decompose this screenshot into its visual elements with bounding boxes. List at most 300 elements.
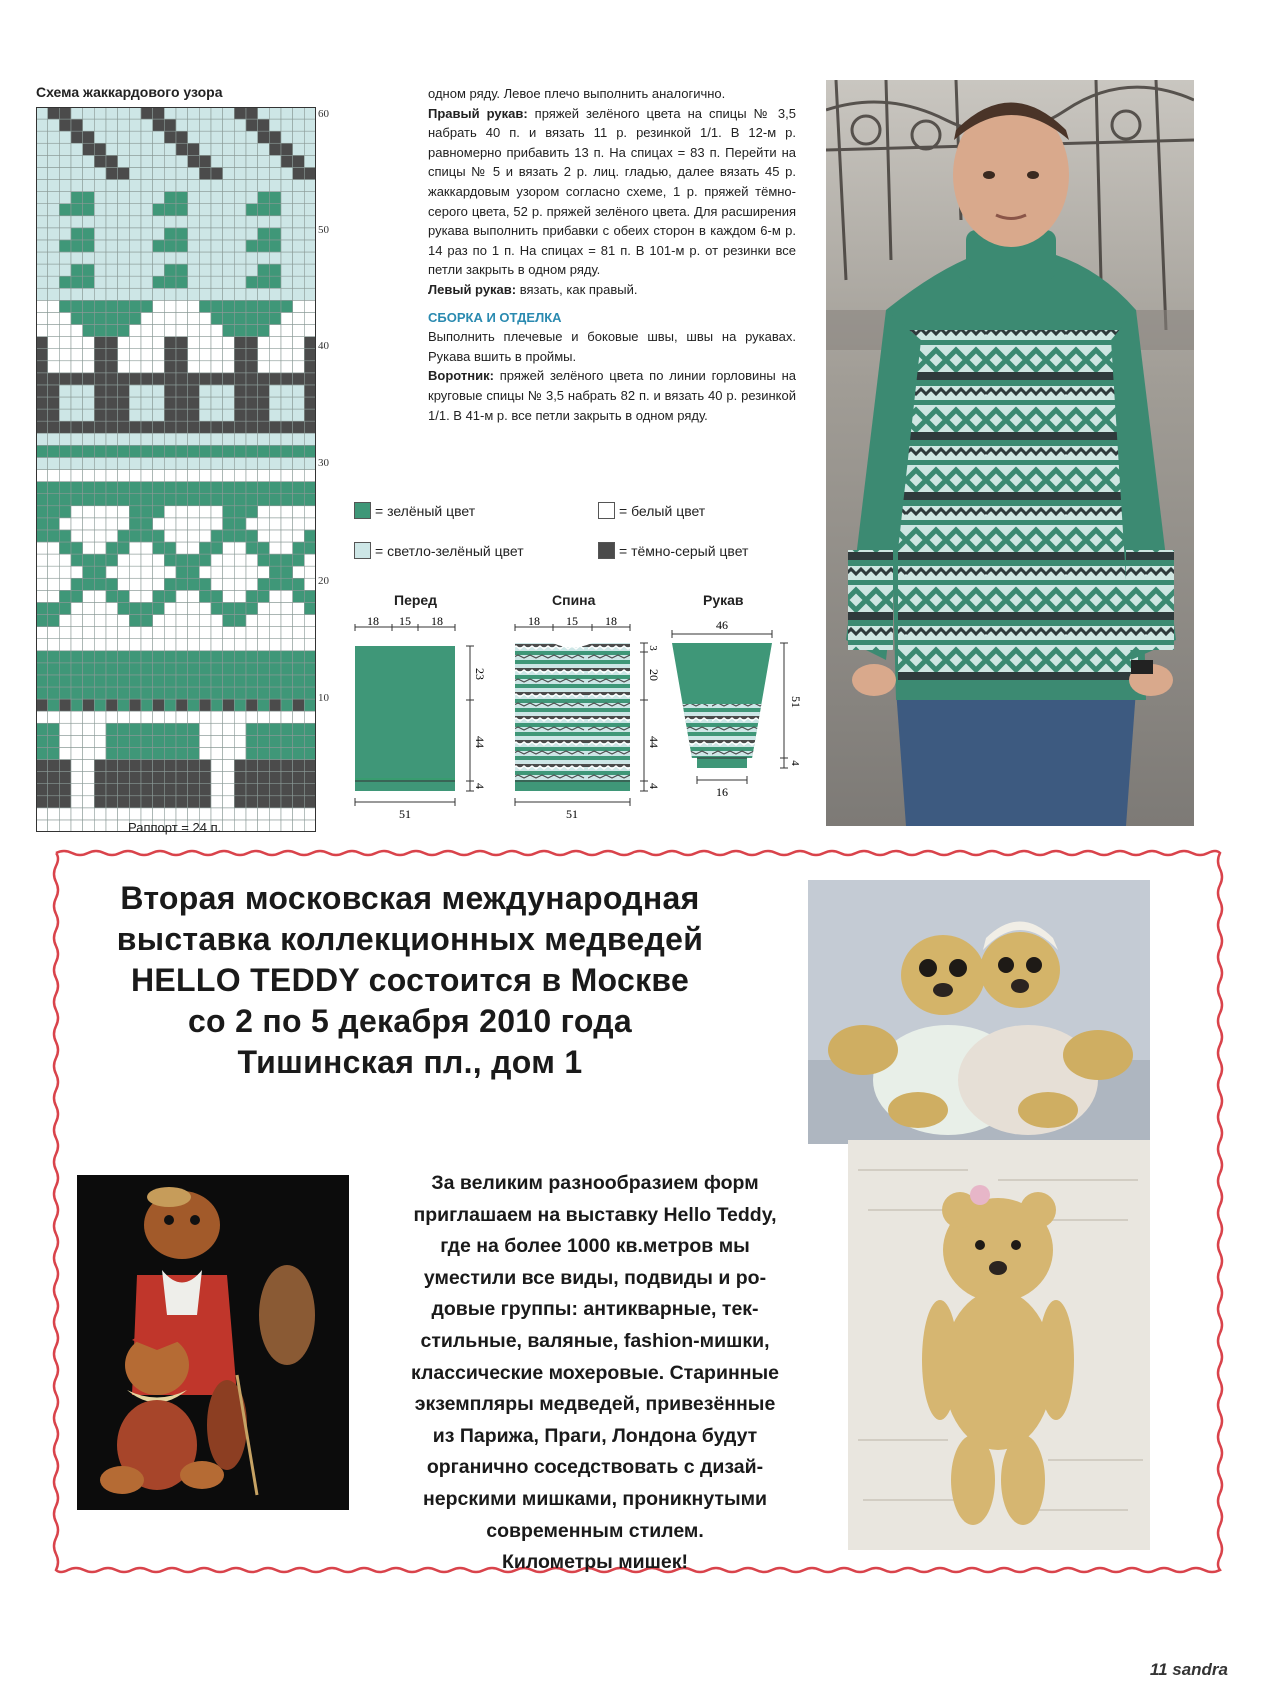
- chart-cell: [118, 421, 130, 433]
- chart-cell: [234, 457, 246, 469]
- chart-cell: [129, 204, 141, 216]
- chart-cell: [199, 204, 211, 216]
- chart-cell: [83, 760, 95, 772]
- chart-cell: [83, 228, 95, 240]
- chart-cell: [141, 192, 153, 204]
- chart-cell: [293, 482, 305, 494]
- chart-cell: [83, 288, 95, 300]
- chart-cell: [211, 602, 223, 614]
- chart-cell: [71, 216, 83, 228]
- chart-cell: [48, 723, 60, 735]
- chart-cell: [59, 518, 71, 530]
- chart-cell: [59, 747, 71, 759]
- chart-cell: [269, 216, 281, 228]
- chart-cell: [106, 180, 118, 192]
- chart-cell: [281, 421, 293, 433]
- chart-cell: [304, 530, 316, 542]
- chart-cell: [293, 252, 305, 264]
- front-top-mid-dim: 15: [399, 614, 411, 628]
- chart-cell: [94, 506, 106, 518]
- row-tick-30: 30: [318, 457, 329, 469]
- chart-cell: [141, 470, 153, 482]
- chart-cell: [199, 433, 211, 445]
- chart-cell: [36, 772, 48, 784]
- chart-cell: [211, 361, 223, 373]
- chart-cell: [176, 760, 188, 772]
- chart-cell: [281, 180, 293, 192]
- chart-cell: [59, 470, 71, 482]
- chart-cell: [304, 445, 316, 457]
- chart-cell: [304, 276, 316, 288]
- chart-cell: [269, 784, 281, 796]
- chart-cell: [188, 131, 200, 143]
- chart-cell: [293, 409, 305, 421]
- chart-cell: [164, 312, 176, 324]
- chart-cell: [211, 470, 223, 482]
- chart-cell: [153, 542, 165, 554]
- chart-cell: [281, 240, 293, 252]
- chart-cell: [106, 155, 118, 167]
- chart-cell: [234, 554, 246, 566]
- chart-cell: [269, 735, 281, 747]
- chart-cell: [199, 711, 211, 723]
- chart-title: Схема жаккардового узора: [36, 84, 223, 100]
- chart-cell: [269, 566, 281, 578]
- chart-cell: [293, 361, 305, 373]
- chart-cell: [269, 288, 281, 300]
- chart-cell: [211, 711, 223, 723]
- chart-cell: [141, 107, 153, 119]
- chart-cell: [188, 784, 200, 796]
- chart-cell: [211, 107, 223, 119]
- chart-cell: [164, 228, 176, 240]
- chart-cell: [164, 494, 176, 506]
- chart-cell: [153, 204, 165, 216]
- chart-cell: [83, 687, 95, 699]
- chart-cell: [129, 494, 141, 506]
- chart-cell: [118, 107, 130, 119]
- chart-cell: [258, 530, 270, 542]
- chart-cell: [199, 542, 211, 554]
- chart-cell: [269, 808, 281, 820]
- chart-cell: [304, 651, 316, 663]
- chart-cell: [153, 457, 165, 469]
- chart-cell: [304, 566, 316, 578]
- chart-cell: [71, 373, 83, 385]
- chart-cell: [234, 119, 246, 131]
- chart-cell: [59, 252, 71, 264]
- chart-cell: [164, 723, 176, 735]
- chart-cell: [281, 228, 293, 240]
- chart-cell: [129, 566, 141, 578]
- chart-cell: [71, 228, 83, 240]
- chart-cell: [141, 349, 153, 361]
- chart-cell: [106, 276, 118, 288]
- chart-cell: [106, 530, 118, 542]
- chart-cell: [304, 820, 316, 832]
- chart-cell: [211, 409, 223, 421]
- chart-cell: [211, 808, 223, 820]
- chart-cell: [106, 554, 118, 566]
- chart-cell: [106, 470, 118, 482]
- chart-cell: [36, 409, 48, 421]
- chart-cell: [258, 155, 270, 167]
- chart-cell: [59, 542, 71, 554]
- chart-cell: [211, 663, 223, 675]
- chart-cell: [304, 723, 316, 735]
- chart-cell: [36, 627, 48, 639]
- chart-cell: [94, 723, 106, 735]
- chart-cell: [59, 167, 71, 179]
- chart-cell: [129, 325, 141, 337]
- legend-white-label: = белый цвет: [619, 502, 706, 519]
- chart-cell: [118, 542, 130, 554]
- chart-cell: [83, 421, 95, 433]
- chart-cell: [59, 204, 71, 216]
- chart-cell: [223, 808, 235, 820]
- chart-cell: [71, 542, 83, 554]
- chart-cell: [83, 385, 95, 397]
- chart-cell: [188, 699, 200, 711]
- chart-cell: [246, 602, 258, 614]
- chart-cell: [94, 760, 106, 772]
- chart-cell: [269, 687, 281, 699]
- chart-cell: [59, 445, 71, 457]
- chart-cell: [258, 167, 270, 179]
- chart-cell: [211, 180, 223, 192]
- chart-cell: [83, 735, 95, 747]
- chart-cell: [258, 578, 270, 590]
- chart-cell: [176, 651, 188, 663]
- chart-cell: [176, 482, 188, 494]
- chart-cell: [141, 300, 153, 312]
- chart-cell: [258, 325, 270, 337]
- chart-cell: [141, 252, 153, 264]
- chart-cell: [234, 421, 246, 433]
- chart-cell: [176, 264, 188, 276]
- chart-cell: [59, 325, 71, 337]
- chart-cell: [188, 361, 200, 373]
- chart-cell: [234, 639, 246, 651]
- chart-cell: [304, 361, 316, 373]
- chart-cell: [106, 820, 118, 832]
- chart-cell: [59, 675, 71, 687]
- chart-cell: [258, 445, 270, 457]
- chart-cell: [246, 663, 258, 675]
- chart-cell: [223, 735, 235, 747]
- chart-cell: [94, 397, 106, 409]
- chart-cell: [71, 554, 83, 566]
- chart-cell: [293, 530, 305, 542]
- chart-cell: [281, 639, 293, 651]
- chart-cell: [153, 639, 165, 651]
- chart-cell: [106, 143, 118, 155]
- chart-cell: [48, 506, 60, 518]
- chart-cell: [234, 747, 246, 759]
- sweater-model-photo: [826, 80, 1194, 826]
- chart-cell: [234, 167, 246, 179]
- chart-cell: [234, 131, 246, 143]
- chart-cell: [48, 264, 60, 276]
- chart-cell: [258, 337, 270, 349]
- chart-cell: [199, 409, 211, 421]
- chart-cell: [258, 566, 270, 578]
- chart-cell: [188, 216, 200, 228]
- chart-cell: [293, 542, 305, 554]
- chart-cell: [36, 760, 48, 772]
- chart-cell: [281, 578, 293, 590]
- chart-cell: [94, 337, 106, 349]
- chart-cell: [176, 784, 188, 796]
- chart-cell: [94, 518, 106, 530]
- chart-cell: [211, 615, 223, 627]
- chart-cell: [141, 760, 153, 772]
- chart-cell: [223, 325, 235, 337]
- chart-cell: [176, 252, 188, 264]
- chart-cell: [118, 796, 130, 808]
- chart-cell: [94, 566, 106, 578]
- chart-cell: [59, 300, 71, 312]
- chart-cell: [36, 155, 48, 167]
- chart-cell: [141, 240, 153, 252]
- chart-cell: [269, 663, 281, 675]
- chart-cell: [129, 385, 141, 397]
- chart-cell: [188, 167, 200, 179]
- chart-cell: [293, 494, 305, 506]
- chart-cell: [141, 699, 153, 711]
- chart-cell: [281, 457, 293, 469]
- chart-cell: [164, 119, 176, 131]
- chart-cell: [36, 784, 48, 796]
- chart-cell: [94, 155, 106, 167]
- chart-cell: [258, 107, 270, 119]
- chart-cell: [293, 216, 305, 228]
- chart-cell: [59, 651, 71, 663]
- chart-cell: [59, 155, 71, 167]
- chart-cell: [269, 760, 281, 772]
- chart-cell: [199, 337, 211, 349]
- chart-cell: [234, 699, 246, 711]
- chart-cell: [258, 228, 270, 240]
- chart-cell: [188, 470, 200, 482]
- back-mid-dim: 44: [647, 736, 661, 748]
- chart-cell: [304, 711, 316, 723]
- chart-cell: [293, 107, 305, 119]
- chart-cell: [59, 192, 71, 204]
- chart-cell: [234, 288, 246, 300]
- chart-cell: [118, 494, 130, 506]
- chart-cell: [106, 300, 118, 312]
- chart-cell: [199, 228, 211, 240]
- chart-cell: [153, 796, 165, 808]
- chart-cell: [106, 494, 118, 506]
- chart-cell: [234, 687, 246, 699]
- chart-cell: [223, 470, 235, 482]
- chart-cell: [71, 385, 83, 397]
- assembly-heading: СБОРКА И ОТДЕЛКА: [428, 309, 562, 325]
- chart-cell: [71, 699, 83, 711]
- chart-cell: [188, 240, 200, 252]
- chart-cell: [258, 143, 270, 155]
- chart-cell: [118, 470, 130, 482]
- sleeve-top-dim: 46: [716, 618, 728, 632]
- chart-cell: [269, 167, 281, 179]
- chart-cell: [211, 530, 223, 542]
- chart-cell: [164, 300, 176, 312]
- front-pattern: [355, 624, 474, 806]
- chart-cell: [258, 119, 270, 131]
- chart-cell: [153, 518, 165, 530]
- chart-cell: [223, 772, 235, 784]
- chart-cell: [36, 373, 48, 385]
- chart-cell: [223, 433, 235, 445]
- front-upper-dim: 23: [473, 668, 487, 680]
- chart-cell: [106, 578, 118, 590]
- chart-cell: [281, 288, 293, 300]
- chart-cell: [94, 167, 106, 179]
- chart-cell: [258, 518, 270, 530]
- chart-cell: [293, 433, 305, 445]
- chart-cell: [199, 421, 211, 433]
- chart-cell: [106, 349, 118, 361]
- chart-cell: [48, 433, 60, 445]
- chart-cell: [106, 542, 118, 554]
- chart-cell: [129, 457, 141, 469]
- chart-cell: [199, 506, 211, 518]
- chart-cell: [199, 300, 211, 312]
- ad-title-line-5: Тишинская пл., дом 1: [237, 1044, 583, 1080]
- chart-cell: [246, 590, 258, 602]
- chart-cell: [36, 711, 48, 723]
- chart-cell: [59, 602, 71, 614]
- chart-cell: [153, 602, 165, 614]
- chart-cell: [211, 566, 223, 578]
- chart-cell: [188, 590, 200, 602]
- chart-cell: [94, 349, 106, 361]
- chart-cell: [304, 518, 316, 530]
- chart-cell: [153, 349, 165, 361]
- chart-cell: [188, 276, 200, 288]
- chart-cell: [223, 264, 235, 276]
- chart-cell: [164, 192, 176, 204]
- chart-cell: [176, 361, 188, 373]
- chart-cell: [94, 602, 106, 614]
- chart-cell: [141, 457, 153, 469]
- chart-cell: [176, 167, 188, 179]
- chart-cell: [176, 445, 188, 457]
- chart-cell: [188, 723, 200, 735]
- chart-cell: [153, 409, 165, 421]
- chart-cell: [153, 470, 165, 482]
- chart-cell: [246, 796, 258, 808]
- chart-cell: [199, 373, 211, 385]
- chart-cell: [199, 796, 211, 808]
- chart-cell: [94, 312, 106, 324]
- chart-cell: [246, 421, 258, 433]
- chart-cell: [153, 228, 165, 240]
- chart-cell: [304, 663, 316, 675]
- chart-cell: [211, 373, 223, 385]
- chart-cell: [164, 155, 176, 167]
- chart-cell: [141, 180, 153, 192]
- chart-cell: [269, 747, 281, 759]
- chart-cell: [71, 131, 83, 143]
- chart-cell: [59, 590, 71, 602]
- chart-cell: [269, 699, 281, 711]
- chart-cell: [199, 445, 211, 457]
- chart-cell: [36, 530, 48, 542]
- chart-cell: [83, 639, 95, 651]
- chart-cell: [164, 699, 176, 711]
- chart-cell: [199, 554, 211, 566]
- chart-cell: [118, 687, 130, 699]
- chart-cell: [269, 542, 281, 554]
- chart-cell: [71, 687, 83, 699]
- chart-cell: [36, 506, 48, 518]
- chart-cell: [199, 155, 211, 167]
- chart-cell: [234, 276, 246, 288]
- chart-cell: [71, 240, 83, 252]
- chart-cell: [258, 192, 270, 204]
- jacquard-grid: [36, 107, 316, 832]
- chart-cell: [48, 167, 60, 179]
- chart-cell: [199, 590, 211, 602]
- chart-cell: [176, 530, 188, 542]
- chart-cell: [281, 602, 293, 614]
- chart-cell: [211, 542, 223, 554]
- chart-cell: [199, 639, 211, 651]
- chart-cell: [83, 627, 95, 639]
- chart-cell: [188, 264, 200, 276]
- chart-cell: [234, 385, 246, 397]
- chart-cell: [153, 615, 165, 627]
- chart-cell: [199, 131, 211, 143]
- chart-cell: [36, 421, 48, 433]
- chart-cell: [304, 192, 316, 204]
- chart-cell: [234, 772, 246, 784]
- chart-cell: [211, 228, 223, 240]
- chart-cell: [164, 530, 176, 542]
- chart-cell: [129, 192, 141, 204]
- chart-cell: [153, 723, 165, 735]
- chart-cell: [223, 204, 235, 216]
- chart-cell: [246, 252, 258, 264]
- chart-cell: [153, 288, 165, 300]
- chart-cell: [36, 385, 48, 397]
- chart-cell: [129, 107, 141, 119]
- chart-cell: [269, 675, 281, 687]
- chart-cell: [94, 470, 106, 482]
- chart-cell: [164, 264, 176, 276]
- chart-cell: [48, 615, 60, 627]
- chart-cell: [129, 784, 141, 796]
- ad-body: [395, 1168, 795, 1579]
- back-low-dim: 4: [647, 783, 661, 789]
- chart-cell: [83, 252, 95, 264]
- chart-cell: [223, 675, 235, 687]
- chart-cell: [48, 590, 60, 602]
- chart-cell: [176, 325, 188, 337]
- chart-cell: [106, 723, 118, 735]
- chart-cell: [48, 675, 60, 687]
- chart-cell: [83, 276, 95, 288]
- chart-cell: [293, 675, 305, 687]
- chart-cell: [269, 590, 281, 602]
- chart-cell: [94, 651, 106, 663]
- chart-cell: [211, 143, 223, 155]
- chart-cell: [59, 216, 71, 228]
- chart-cell: [118, 808, 130, 820]
